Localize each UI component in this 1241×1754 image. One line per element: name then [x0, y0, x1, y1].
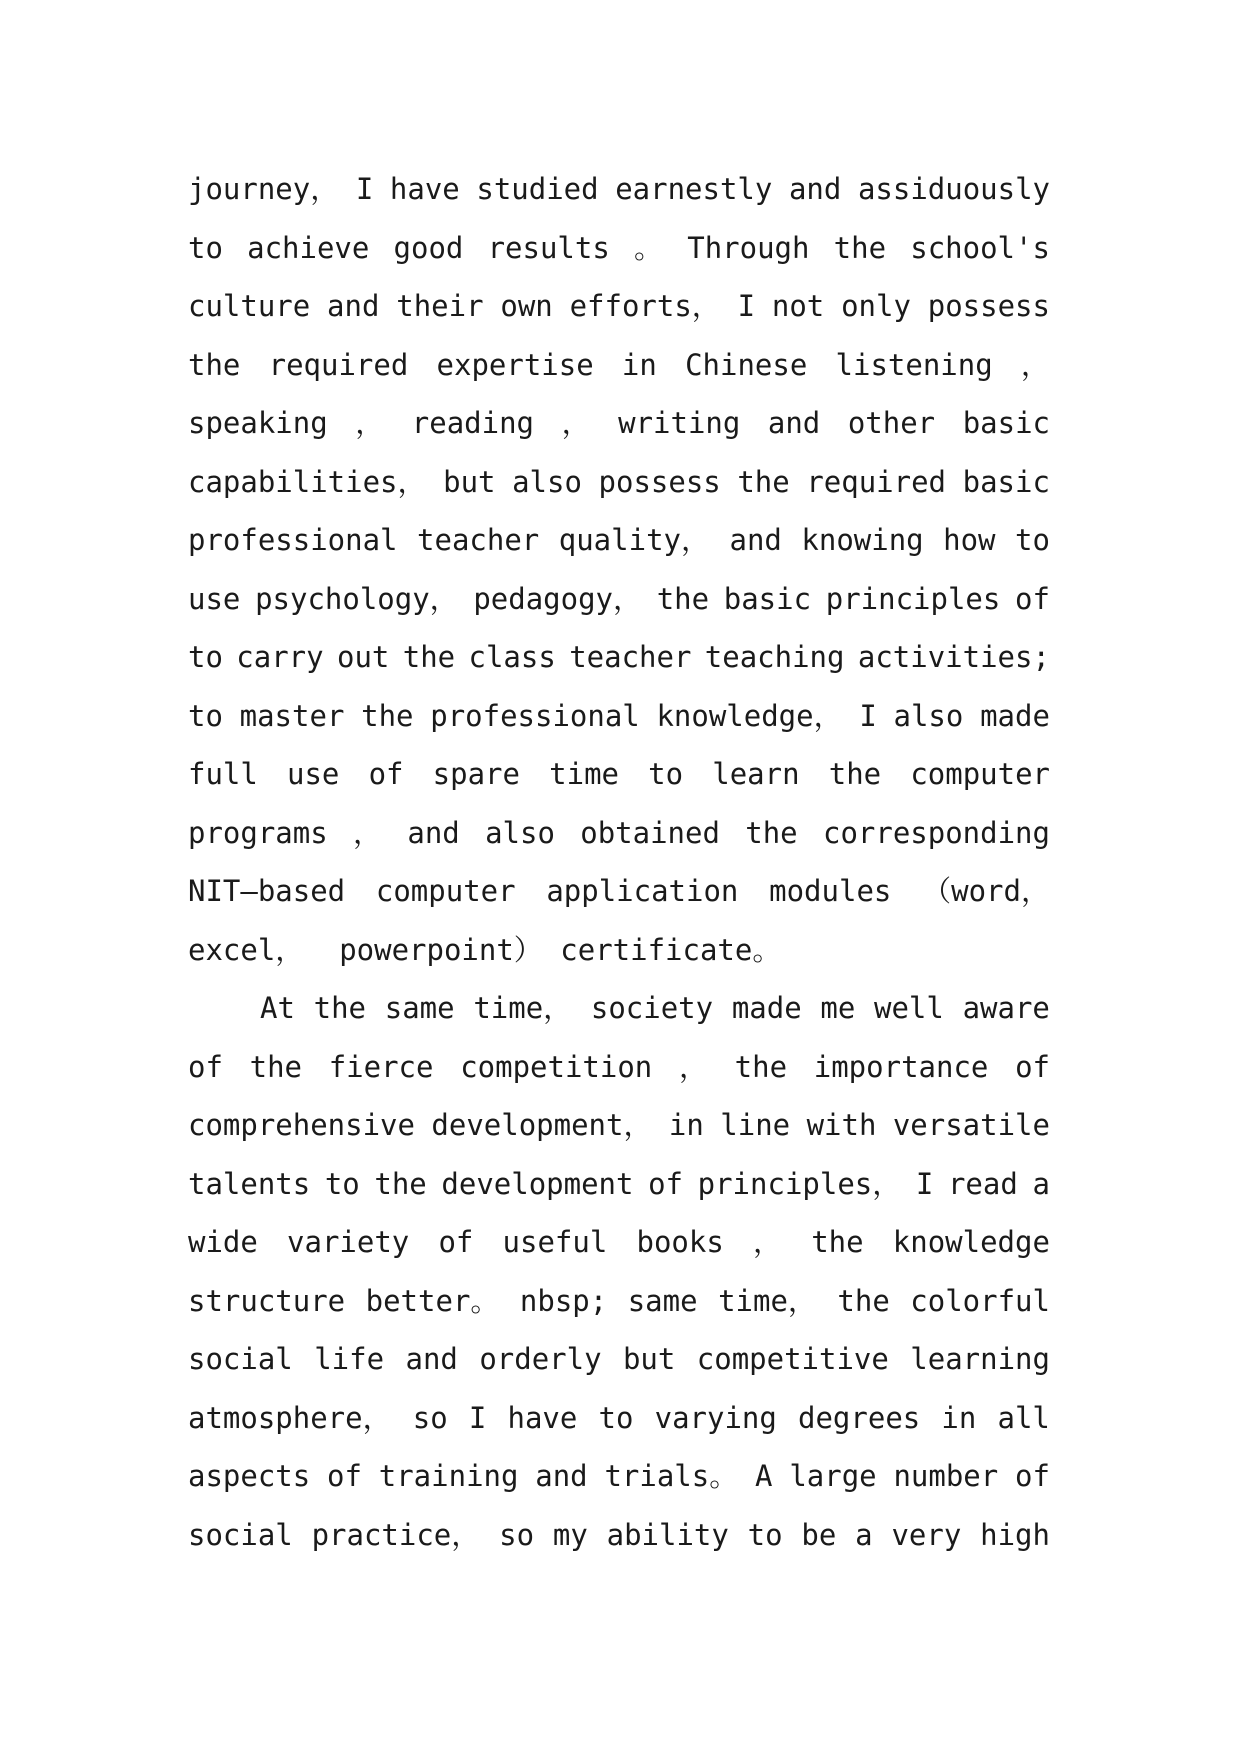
word: degrees	[798, 1400, 921, 1435]
word: but	[443, 464, 496, 499]
word: atmosphere，	[188, 1400, 392, 1435]
word: 。	[634, 230, 664, 265]
word: listening	[835, 347, 993, 382]
word: ，	[355, 406, 385, 440]
word: useful	[502, 1225, 608, 1259]
text-line	[188, 1096, 1050, 1155]
word: activities;	[857, 640, 1050, 674]
word: large	[789, 1459, 877, 1493]
word: high	[980, 1517, 1050, 1552]
word: spare	[432, 757, 520, 791]
word: the	[249, 1049, 303, 1084]
word: Through	[687, 230, 810, 265]
body-text	[188, 160, 1088, 1564]
word: so	[412, 1400, 448, 1435]
word: carry	[236, 640, 324, 674]
word: line	[720, 1108, 791, 1142]
word: At	[260, 991, 295, 1025]
text-line	[188, 336, 1050, 395]
word: quality，	[558, 523, 710, 557]
word: very	[891, 1517, 962, 1552]
text-line	[188, 745, 1050, 804]
word: basic	[723, 581, 812, 616]
word: master	[239, 698, 345, 733]
word: made	[731, 991, 802, 1025]
word: of	[648, 1166, 684, 1201]
word: a	[1032, 1166, 1050, 1201]
word: training	[378, 1459, 519, 1493]
word: read	[947, 1166, 1018, 1201]
word: structure	[188, 1283, 346, 1318]
word: other	[847, 406, 936, 440]
word: A	[755, 1459, 773, 1493]
word: all	[997, 1400, 1050, 1435]
text-line	[188, 1038, 1050, 1097]
word: life	[314, 1342, 385, 1376]
word: orderly	[479, 1342, 602, 1376]
word: computer	[375, 874, 516, 908]
word: obtained	[580, 815, 720, 850]
word: to	[648, 757, 684, 791]
word: same	[627, 1283, 698, 1318]
word: nbsp;	[519, 1283, 608, 1318]
word: social	[188, 1342, 293, 1376]
text-line: excel， powerpoint） certificate。	[188, 932, 782, 967]
word: the	[374, 1166, 427, 1201]
word: principles，	[697, 1166, 902, 1201]
text-line	[188, 628, 1050, 687]
word: importance	[813, 1049, 989, 1084]
word: I	[737, 289, 756, 323]
text-line	[188, 1155, 1050, 1214]
text-line	[188, 862, 1050, 921]
word: reading	[411, 406, 535, 440]
text-line	[188, 687, 1050, 746]
word: school's	[910, 230, 1050, 265]
word: basic	[962, 406, 1050, 440]
word: time，	[473, 991, 573, 1025]
word: only	[841, 289, 911, 323]
word: aspects	[188, 1459, 311, 1493]
text-line	[188, 1213, 1050, 1272]
word: possess	[598, 464, 721, 499]
word: to	[324, 1166, 360, 1201]
text-line	[188, 277, 1050, 336]
word: use	[287, 757, 340, 791]
word: achieve	[247, 230, 370, 265]
word: corresponding	[822, 815, 1050, 850]
word: application	[546, 874, 739, 908]
word: studied	[476, 172, 599, 206]
word: talents	[188, 1166, 311, 1201]
word: competition	[460, 1049, 653, 1084]
word: social	[188, 1517, 293, 1552]
word: of	[1015, 581, 1050, 616]
word: of	[438, 1225, 474, 1259]
word: class	[468, 640, 556, 674]
word: wide	[188, 1225, 258, 1259]
word: so	[499, 1517, 535, 1552]
word: basic	[962, 464, 1050, 499]
word: ，	[1020, 347, 1050, 382]
word: of	[327, 1459, 362, 1493]
text-line	[188, 1330, 1050, 1389]
word: earnestly	[615, 172, 773, 206]
word: full	[188, 757, 258, 791]
word: teacher	[569, 640, 692, 674]
word: knowledge	[892, 1225, 1050, 1259]
word: ，	[353, 815, 383, 850]
word: capabilities，	[188, 464, 427, 499]
word: variety	[287, 1225, 410, 1259]
word: practice，	[311, 1517, 481, 1552]
word: of	[1015, 1459, 1050, 1493]
word: writing	[618, 406, 741, 440]
text-line	[188, 160, 1050, 219]
text-line	[188, 219, 1050, 278]
word: the	[811, 1225, 864, 1259]
word: programs	[188, 815, 328, 850]
word: but	[622, 1342, 676, 1376]
text-line	[188, 1506, 1050, 1565]
word: have	[389, 172, 460, 206]
word: teaching	[704, 640, 845, 674]
word: I	[915, 1166, 934, 1201]
word: ability	[606, 1517, 729, 1552]
word: to	[188, 698, 223, 733]
word: NIT—based	[188, 874, 346, 908]
word: the	[188, 347, 241, 382]
word: the	[734, 1049, 788, 1084]
word: pedagogy，	[473, 581, 643, 616]
word: and	[407, 815, 460, 850]
word: time	[549, 757, 619, 791]
word: in	[621, 347, 657, 382]
word: professional	[430, 698, 640, 733]
word: same	[384, 991, 455, 1025]
word: and	[535, 1459, 588, 1493]
text-line	[188, 979, 1050, 1038]
word: number	[893, 1459, 999, 1493]
word: results	[487, 230, 610, 265]
word: of	[1015, 1049, 1050, 1084]
word: trials。	[604, 1459, 739, 1493]
word: ，	[561, 406, 591, 440]
word: culture	[188, 289, 311, 323]
word: the	[656, 581, 710, 616]
word: made	[980, 698, 1050, 733]
word: I	[859, 698, 877, 733]
word: also	[485, 815, 555, 850]
word: modules	[769, 874, 892, 908]
word: ，	[753, 1225, 783, 1259]
word: efforts，	[569, 289, 721, 323]
word: the	[745, 815, 798, 850]
word: well	[874, 991, 944, 1025]
word: Chinese	[685, 347, 808, 382]
word: （word，	[922, 874, 1050, 908]
word: to	[1015, 523, 1050, 557]
word: required	[806, 464, 947, 499]
word: knowing	[801, 523, 924, 557]
word: professional	[188, 523, 398, 557]
word: the	[313, 991, 367, 1025]
word: also	[512, 464, 582, 499]
word: principles	[825, 581, 1001, 616]
word: their	[396, 289, 484, 323]
text-line	[188, 453, 1050, 512]
word: varying	[654, 1400, 777, 1435]
word: psychology，	[255, 581, 459, 616]
word: development，	[431, 1108, 653, 1142]
word: a	[855, 1517, 873, 1552]
word: of	[368, 757, 404, 791]
word: required	[268, 347, 409, 382]
word: not	[771, 289, 825, 323]
word: to	[598, 1400, 634, 1435]
word: expertise	[436, 347, 594, 382]
word: my	[552, 1517, 588, 1552]
word: ，	[678, 1049, 708, 1084]
text-line	[188, 1447, 1050, 1506]
word: the	[828, 757, 882, 791]
word: to	[747, 1517, 783, 1552]
word: fierce	[328, 1049, 434, 1084]
word: better。	[365, 1283, 500, 1318]
word: and	[729, 523, 782, 557]
word: journey，	[188, 172, 340, 206]
word: comprehensive	[188, 1108, 415, 1142]
word: I	[468, 1400, 487, 1435]
word: competitive	[696, 1342, 889, 1376]
word: computer	[910, 757, 1050, 791]
word: in	[941, 1400, 977, 1435]
word: out	[336, 640, 390, 674]
word: books	[636, 1225, 724, 1259]
word: use	[188, 581, 241, 616]
word: good	[393, 230, 464, 265]
word: to	[188, 230, 223, 265]
word: of	[188, 1049, 223, 1084]
word: and	[405, 1342, 458, 1376]
word: teacher	[417, 523, 540, 557]
word: me	[820, 991, 856, 1025]
word: knowledge，	[656, 698, 843, 733]
word: own	[500, 289, 553, 323]
word: and	[327, 289, 380, 323]
word: the	[833, 230, 887, 265]
word: with	[806, 1108, 877, 1142]
word: learning	[910, 1342, 1050, 1376]
text-line	[188, 570, 1050, 629]
word: colorful	[910, 1283, 1050, 1318]
word: and	[767, 406, 821, 440]
word: learn	[712, 757, 800, 791]
word: development	[441, 1166, 634, 1201]
text-line	[188, 1272, 1050, 1331]
word: society	[590, 991, 714, 1025]
text-line	[188, 511, 1050, 570]
word: the	[737, 464, 790, 499]
word: versatile	[892, 1108, 1050, 1142]
text-line	[188, 804, 1050, 863]
text-line	[188, 394, 1050, 453]
word: also	[893, 698, 964, 733]
word: the	[361, 698, 414, 733]
word: I	[355, 172, 374, 206]
word: how	[943, 523, 996, 557]
word: in	[668, 1108, 704, 1142]
word: the	[837, 1283, 890, 1318]
word: possess	[927, 289, 1050, 323]
word: and	[788, 172, 842, 206]
word: be	[801, 1517, 837, 1552]
word: assiduously	[857, 172, 1050, 206]
word: speaking	[188, 406, 328, 440]
text-line	[188, 1389, 1050, 1448]
word: aware	[962, 991, 1050, 1025]
word: time，	[718, 1283, 817, 1318]
word: have	[507, 1400, 578, 1435]
word: to	[188, 640, 223, 674]
word: the	[402, 640, 456, 674]
